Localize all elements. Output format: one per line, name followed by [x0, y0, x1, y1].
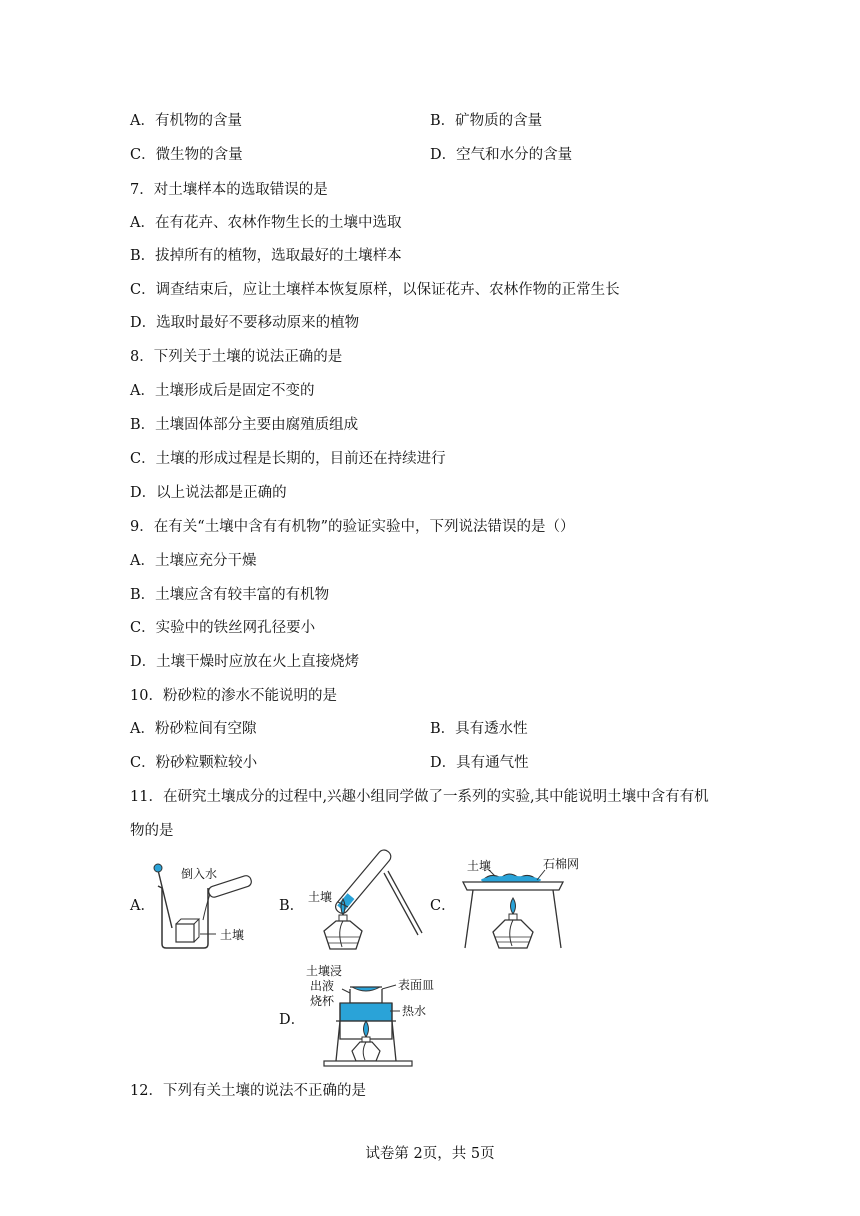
figure-a-label-water: 倒入水	[181, 867, 218, 881]
q11-option-c-label: C．	[430, 898, 456, 914]
q7-stem: 7．对土壤样本的选取错误的是	[130, 182, 328, 198]
q7-option-a: A．在有花卉、农林作物生长的土壤中选取	[130, 215, 402, 231]
q11-stem-line1: 11．在研究土壤成分的过程中,兴趣小组同学做了一系列的实验,其中能说明土壤中含有有机	[130, 789, 709, 805]
figure-d-label-dish: 表面皿	[398, 978, 435, 992]
figure-c-asbestos-mesh	[453, 852, 588, 952]
figure-c-label-soil: 土壤	[467, 859, 492, 873]
page-footer: 试卷第 2页，共 5页	[365, 1146, 495, 1162]
q8-option-a: A．土壤形成后是固定不变的	[130, 383, 315, 399]
q9-stem: 9．在有关“土壤中含有有机物”的验证实验中，下列说法错误的是（）	[130, 519, 575, 535]
q11-option-b-label: B．	[279, 898, 305, 914]
q6-option-d: D．空气和水分的含量	[430, 147, 573, 163]
q6-option-a: A．有机物的含量	[130, 113, 242, 129]
q10-option-a: A．粉砂粒间有空隙	[130, 721, 257, 737]
q10-option-c: C．粉砂粒颗粒较小	[130, 755, 258, 771]
q9-option-d: D．土壤干燥时应放在火上直接烧烤	[130, 654, 360, 670]
q7-option-b: B．拔掉所有的植物，选取最好的土壤样本	[130, 248, 402, 264]
figure-d-label-water: 热水	[402, 1004, 427, 1018]
q8-option-c: C．土壤的形成过程是长期的，目前还在持续进行	[130, 451, 446, 467]
q8-option-b: B．土壤固体部分主要由腐殖质组成	[130, 417, 359, 433]
figure-d-watch-glass	[306, 963, 446, 1068]
figure-d-label-extract-1: 土壤浸	[306, 964, 343, 978]
figure-a-beaker-water	[148, 858, 260, 950]
q10-option-d: D．具有通气性	[430, 755, 529, 771]
q8-stem: 8．下列关于土壤的说法正确的是	[130, 349, 343, 365]
q7-option-d: D．选取时最好不要移动原来的植物	[130, 315, 360, 331]
figure-b-label-soil: 土壤	[308, 890, 333, 904]
q11-option-d-label: D．	[279, 1012, 306, 1028]
q8-option-d: D．以上说法都是正确的	[130, 485, 287, 501]
q7-option-c: C．调查结束后，应让土壤样本恢复原样，以保证花卉、农林作物的正常生长	[130, 282, 620, 298]
q6-option-c: C．微生物的含量	[130, 147, 243, 163]
figure-d-label-beaker: 烧杯	[310, 994, 335, 1008]
figure-a-label-soil: 土壤	[220, 928, 245, 942]
q9-option-a: A．土壤应充分干燥	[130, 553, 257, 569]
figure-b-test-tube-heating	[306, 845, 430, 960]
q10-option-b: B．具有透水性	[430, 721, 528, 737]
q11-stem-line2: 物的是	[130, 823, 174, 839]
q9-option-b: B．土壤应含有较丰富的有机物	[130, 587, 330, 603]
q12-stem: 12．下列有关土壤的说法不正确的是	[130, 1083, 366, 1099]
q6-option-b: B．矿物质的含量	[430, 113, 543, 129]
q9-option-c: C．实验中的铁丝网孔径要小	[130, 620, 316, 636]
q10-stem: 10．粉砂粒的渗水不能说明的是	[130, 688, 337, 704]
figure-c-label-net: 石棉网	[543, 857, 580, 871]
figure-d-label-extract-2: 出液	[310, 979, 335, 993]
q11-option-a-label: A．	[130, 898, 155, 914]
